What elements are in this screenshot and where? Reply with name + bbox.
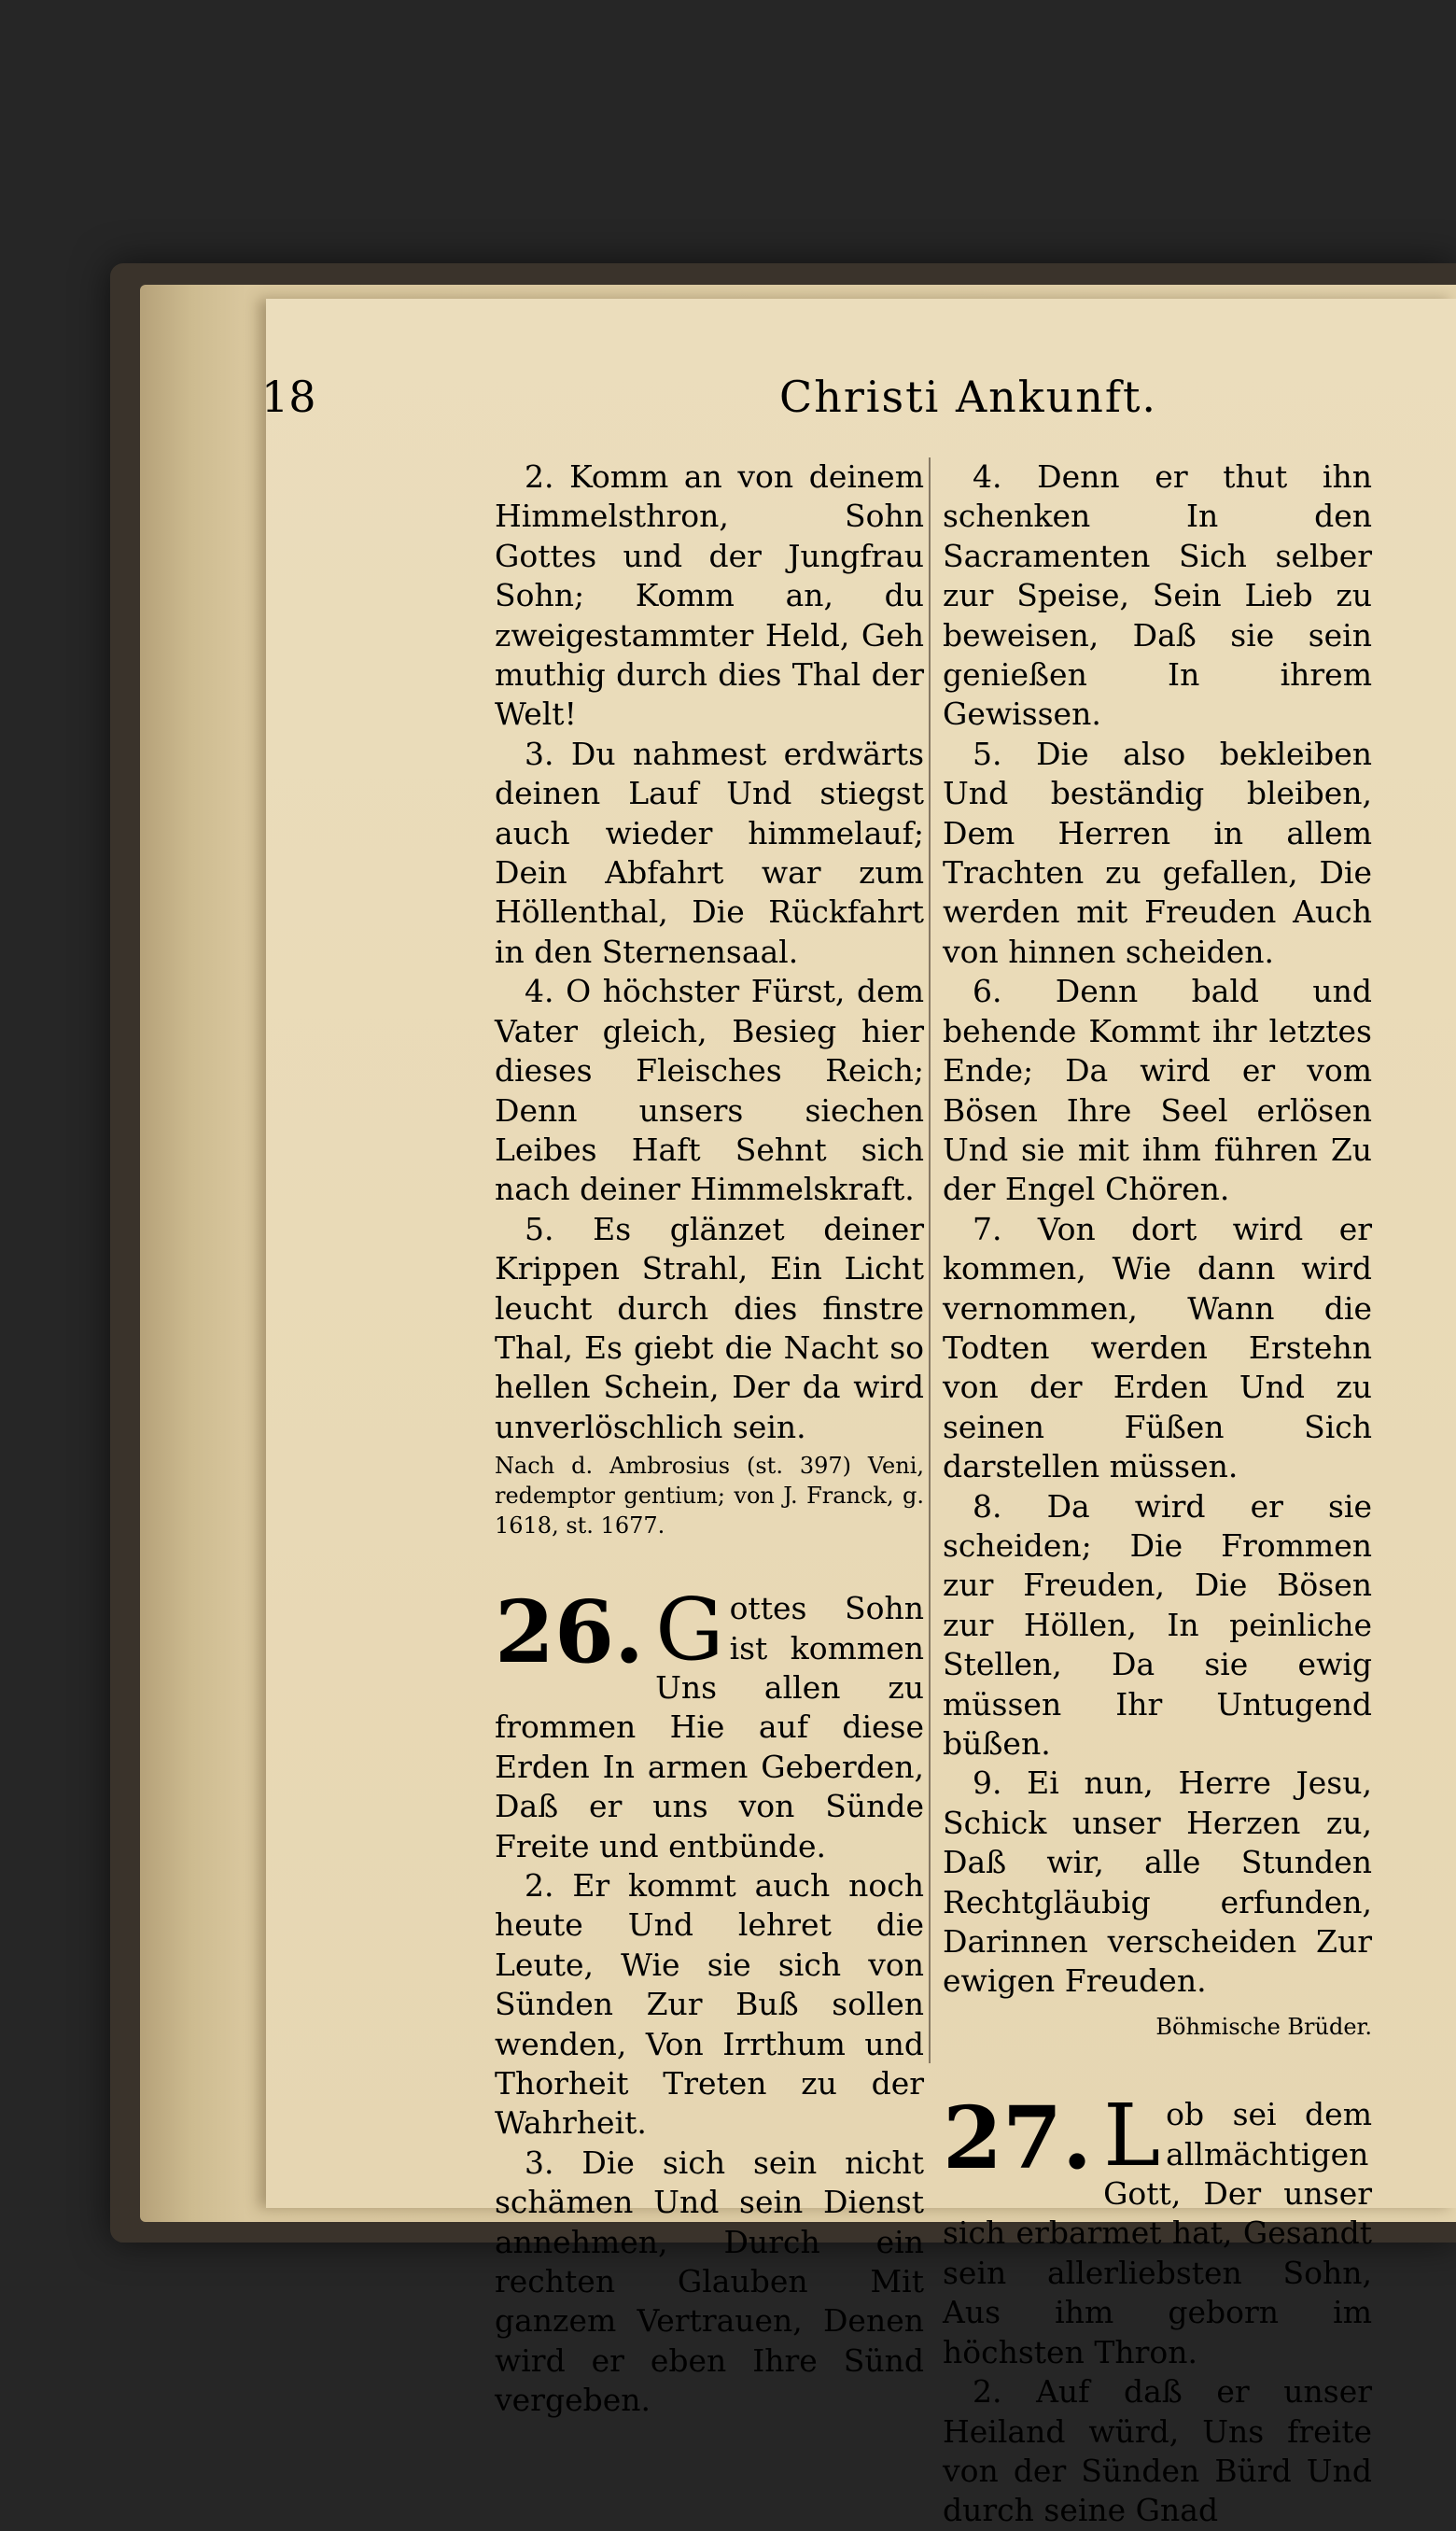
column-divider [929,457,931,2063]
verse-26-7: 7. Von dort wird er kommen, Wie dann wird vernommen, Wann die Todten werden Erstehn von der Erden Und zu seinen Füßen Sich darstellen müssen. [943,1210,1372,1485]
verse-26-6: 6. Denn bald und behende Kommt ihr letztes Ende; Da wird er vom Bösen Ihre Seel erlösen Und sie mit ihm führen Zu der Engel Chören. [943,973,1372,1208]
hymn-27-initial: L [1103,2086,1161,2187]
verse-26-2: 2. Er kommt auch noch heute Und lehret die Leute, Wie sie sich von Sünden Zur Buß sollen wenden, Von Irrthum und Thorheit Treten zu der Wahrheit. [495,1867,924,2142]
right-column [943,457,1372,2531]
verse-25-4: 4. O höchster Fürst, dem Vater gleich, Besieg hier dieses Fleisches Reich; Denn unsers siechen Leibes Haft Sehnt sich nach deiner Himmelskraft. [495,973,924,1208]
hymn-27 [943,2086,1372,2530]
verse-25-2: 2. Komm an von deinem Himmelsthron, Sohn Gottes und der Jungfrau Sohn; Komm an, du zweigestammter Held, Geh muthig durch dies Thal der Welt! [495,458,924,733]
verse-26-5: 5. Die also bekleiben Und beständig bleiben, Dem Herren in allem Trachten zu gefallen, Die werden mit Freuden Auch von hinnen scheiden. [943,735,1372,970]
hymn-26-initial: G [655,1580,724,1680]
verse-27-1: ob sei dem allmächtigen Gott, Der unser sich erbarmet hat, Gesandt sein allerliebsten Sohn, Aus ihm geborn im höchsten Thron. [943,2096,1372,2370]
verse-26-4: 4. Denn er thut ihn schenken In den Sacramenten Sich selber zur Speise, Sein Lieb zu beweisen, Daß sie sein genießen In ihrem Gewissen. [943,458,1372,733]
verse-26-9: 9. Ei nun, Herre Jesu, Schick unser Herzen zu, Daß wir, alle Stunden Rechtgläubig erfunden, Darinnen verscheiden Zur ewigen Freuden. [943,1765,1372,2000]
verse-27-2: 2. Auf daß er unser Heiland würd, Uns freite von der Sünden Bürd Und durch seine Gnad [943,2373,1372,2529]
hymn-26-number: 26. [495,1582,645,1683]
hymn-25-credit: Nach d. Ambrosius (st. 397) Veni, redemptor gentium; von J. Franck, g. 1618, st. 1677. [495,1453,924,1540]
verse-26-1: ottes Sohn ist kommen Uns allen zu frommen Hie auf diese Erden In armen Geberden, Daß er uns von Sünde Freite und entbünde. [495,1590,924,1864]
hymn-27-number: 27. [943,2088,1093,2189]
hymn-26-credit: Böhmische Brüder. [1155,2013,1372,2040]
page-number: 18 [261,372,316,422]
verse-26-8: 8. Da wird er sie scheiden; Die Frommen zur Freuden, Die Bösen zur Höllen, In peinliche Stellen, Da sie ewig müssen Ihr Untugend büßen. [943,1487,1372,1762]
running-title: Christi Ankunft. [779,372,1158,422]
hymn-26 [495,1580,924,2421]
verse-25-5: 5. Es glänzet deiner Krippen Strahl, Ein Licht leucht durch dies finstre Thal, Es giebt die Nacht so hellen Schein, Der da wird unverlöschlich sein. [495,1210,924,1445]
verse-26-3: 3. Die sich sein nicht schämen Und sein Dienst annehmen, Durch ein rechten Glauben Mit ganzem Vertrauen, Denen wird er eben Ihre Sünd vergeben. [495,2144,924,2419]
left-column [495,457,924,2421]
verse-25-3: 3. Du nahmest erdwärts deinen Lauf Und stiegst auch wieder himmelauf; Dein Abfahrt war zum Höllenthal, Die Rückfahrt in den Sternensaal. [495,735,924,970]
